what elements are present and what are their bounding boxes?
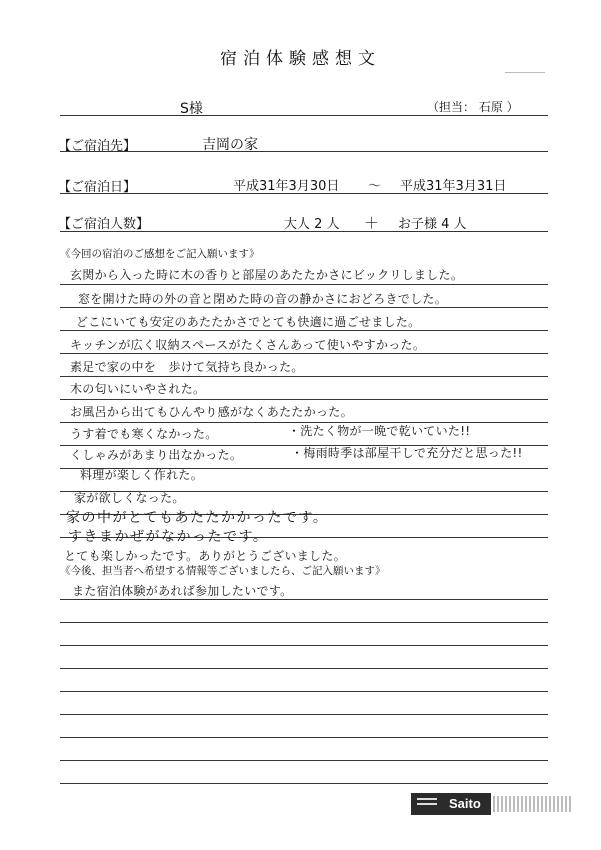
ruled-line bbox=[60, 376, 548, 377]
ruled-line bbox=[60, 714, 548, 715]
logo-brand-text: Saito bbox=[449, 796, 481, 811]
place-underline bbox=[60, 151, 548, 152]
ruled-line bbox=[60, 307, 548, 308]
ruled-line bbox=[60, 783, 548, 784]
ruled-line bbox=[60, 599, 548, 600]
adults-count: 大人 2 人 bbox=[284, 217, 340, 232]
people-label: 【ご宿泊人数】 bbox=[58, 217, 150, 232]
impression-line: 窓を開けた時の外の音と閉めた時の音の静かさにおどろきでした。 bbox=[78, 292, 448, 306]
children-count: お子様 4 人 bbox=[398, 217, 467, 232]
ruled-line bbox=[60, 737, 548, 738]
ruled-line bbox=[60, 622, 548, 623]
plus-sign: ＋ bbox=[364, 214, 380, 232]
place-value: 吉岡の家 bbox=[202, 137, 258, 153]
impression-line: 素足で家の中を 歩けて気持ち良かった。 bbox=[70, 360, 304, 374]
impressions-heading: 《今回の宿泊のご感想をご記入願います》 bbox=[60, 248, 260, 260]
date-label: 【ご宿泊日】 bbox=[58, 180, 137, 195]
impression-line: 玄関から入った時に木の香りと部屋のあたたかさにビックリしました。 bbox=[70, 268, 464, 282]
staff-label: （担当： 石原 ） bbox=[427, 100, 519, 114]
impression-line: とても楽しかったです。ありがとうございました。 bbox=[64, 549, 346, 563]
impression-line: 家が欲しくなった。 bbox=[74, 491, 185, 505]
impression-line: どこにいても安定のあたたかさでとても快適に過ごせました。 bbox=[76, 315, 421, 329]
date-from: 平成31年3月30日 bbox=[233, 179, 340, 194]
impression-line: キッチンが広く収納スペースがたくさんあって使いやすかった。 bbox=[70, 338, 426, 352]
ruled-line bbox=[60, 691, 548, 692]
side-note: ・梅雨時季は部屋干しで充分だと思った!! bbox=[291, 446, 523, 460]
logo-stripes-icon bbox=[417, 798, 437, 808]
impression-line: 木の匂いにいやされた。 bbox=[70, 382, 206, 396]
guest-name: S様 bbox=[180, 101, 203, 117]
place-label: 【ご宿泊先】 bbox=[58, 139, 137, 154]
logo-tagline-pattern bbox=[493, 796, 573, 812]
ruled-line bbox=[60, 645, 548, 646]
ruled-line bbox=[60, 330, 548, 331]
ruled-line bbox=[60, 353, 548, 354]
people-underline bbox=[60, 231, 548, 232]
side-note: ・洗たく物が一晩で乾いていた!! bbox=[288, 424, 471, 438]
saito-logo bbox=[411, 793, 577, 815]
ruled-line bbox=[60, 668, 548, 669]
date-separator: ～ bbox=[368, 179, 382, 194]
request-line: また宿泊体験があれば参加したいです。 bbox=[72, 584, 293, 598]
page-title: 宿泊体験感想文 bbox=[220, 49, 381, 69]
scan-speck bbox=[505, 72, 545, 73]
header-underline bbox=[60, 115, 548, 116]
date-underline bbox=[60, 193, 548, 194]
ruled-line bbox=[60, 760, 548, 761]
impression-line: 家の中がとてもあたたかかったです。 bbox=[66, 510, 329, 526]
impression-line: すきまかぜがなかったです。 bbox=[68, 529, 269, 545]
impression-line: 料理が楽しく作れた。 bbox=[80, 468, 204, 482]
impression-line: くしゃみがあまり出なかった。 bbox=[70, 448, 243, 462]
ruled-line bbox=[60, 284, 548, 285]
date-to: 平成31年3月31日 bbox=[400, 179, 507, 194]
impression-line: お風呂から出てもひんやり感がなくあたたかった。 bbox=[70, 405, 353, 419]
ruled-line bbox=[60, 399, 548, 400]
requests-heading: 《今後、担当者へ希望する情報等ございましたら、ご記入願います》 bbox=[60, 565, 386, 577]
impression-line: うす着でも寒くなかった。 bbox=[70, 427, 218, 441]
